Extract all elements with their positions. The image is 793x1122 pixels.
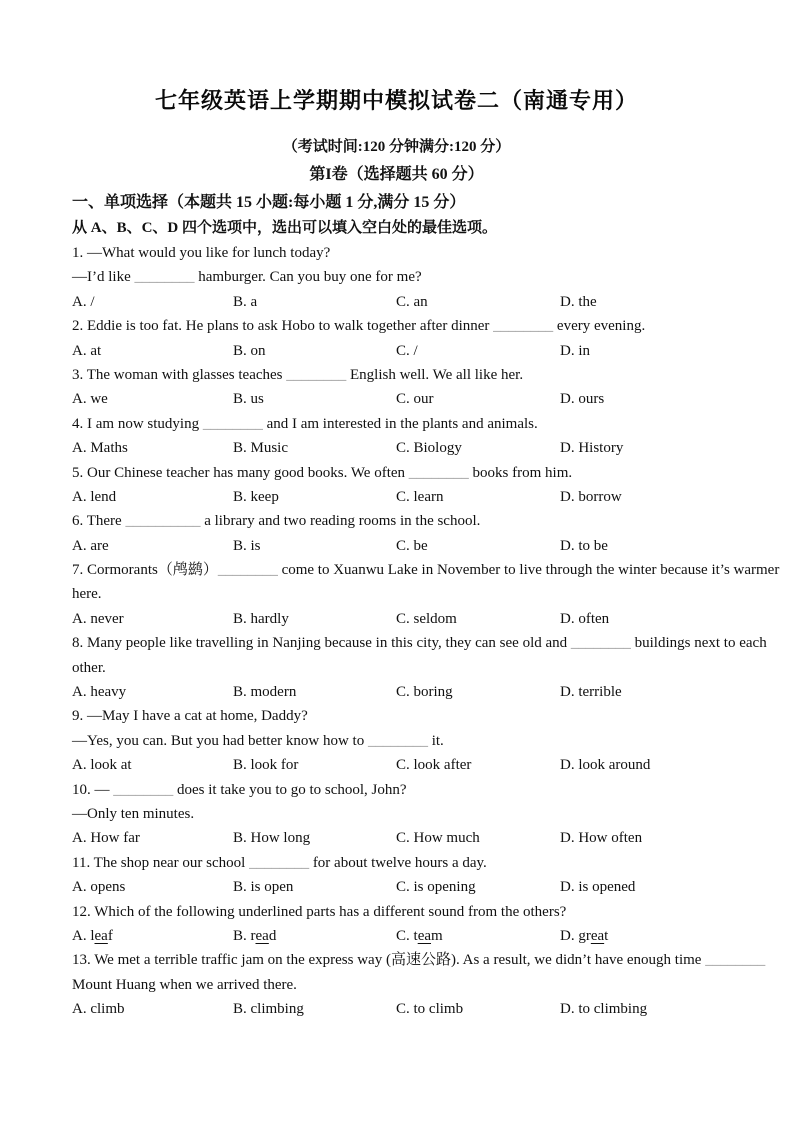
question-13-line-2: Mount Huang when we arrived there. [72,976,297,993]
question-4-line-1: 4. I am now studying ________ and I am interested in the plants and animals. [72,415,538,432]
question-3-option-B: B. us [233,391,264,408]
question-12-options [72,924,733,948]
question-4-option-A: A. Maths [72,440,128,457]
question-6-options [72,534,733,558]
question-11-option-B: B. is open [233,879,294,896]
answer-blank: ________ [202,415,263,432]
answer-blank: ________ [570,635,631,652]
question-5-option-A: A. lend [72,488,117,505]
question-8-option-A: A. heavy [72,684,127,701]
question-2-options [72,339,733,363]
answer-blank: ________ [367,732,428,749]
question-7-options [72,607,733,631]
section-heading: 一、单项选择（本题共 15 小题:每小题 1 分,满分 15 分） [72,194,466,211]
question-13-line-1: 13. We met a terrible traffic jam on the express way (高速公路). As a result, we didn’t have enough time ________ [72,952,766,969]
question-1-options [72,290,733,314]
question-2-option-B: B. on [233,342,266,359]
question-6-option-C: C. be [396,537,428,554]
question-10-option-A: A. How far [72,830,140,847]
question-9-option-B: B. look for [233,757,299,774]
question-10-option-C: C. How much [396,830,480,847]
question-10-options [72,826,733,850]
question-8-options [72,680,733,704]
question-1-line-1: 1. —What would you like for lunch today? [72,245,331,261]
question-10-line-1: 10. — ________ does it take you to go to school, John? [72,781,407,798]
question-3-option-A: A. we [72,391,108,408]
question-6-option-A: A. are [72,537,109,554]
answer-blank: ________ [408,464,469,481]
underlined-letters: ea [94,927,108,944]
question-3-line-1: 3. The woman with glasses teaches ________ English well. We all like her. [72,366,524,383]
answer-blank: ________ [493,318,554,335]
question-9-option-A: A. look at [72,757,132,774]
underlined-letters: ea [590,927,605,944]
question-6-option-B: B. is [233,537,261,554]
question-8-line-2: other. [72,659,106,676]
answer-blank: __________ [125,513,201,530]
question-13-option-D: D. to climbing [560,1001,648,1018]
question-1-option-D: D. the [560,293,597,310]
question-4-option-D: D. History [560,440,624,457]
section-instruction: 从 A、B、C、D 四个选项中，选出可以填入空白处的最佳选项。 [72,220,498,236]
question-5-options [72,485,733,509]
question-9-line-2: —Yes, you can. But you had better know how to ________ it. [72,732,444,749]
question-1-option-B: B. a [233,293,258,310]
question-11-option-A: A. opens [72,879,126,896]
question-13-option-B: B. climbing [233,1001,304,1018]
question-10-line-2: —Only ten minutes. [72,805,195,822]
page-title: 七年级英语上学期期中模拟试卷二（南通专用） [154,88,638,113]
question-5-option-C: C. learn [396,488,444,505]
question-11-option-C: C. is opening [396,879,476,896]
question-13-options [72,997,733,1021]
question-7-option-B: B. hardly [233,610,289,627]
answer-blank: ________ [134,269,195,286]
question-6-option-D: D. to be [560,537,608,554]
underlined-letters: ea [255,927,269,944]
question-10-option-D: D. How often [560,830,643,847]
answer-blank: ________ [113,781,174,798]
question-11-line-1: 11. The shop near our school ________ for about twelve hours a day. [72,854,487,871]
question-3-option-C: C. our [396,391,434,408]
question-12-option-C: C. team [396,927,443,944]
question-12-option-A: A. leaf [72,927,113,944]
exam-info: （考试时间:120 分钟满分:120 分） [282,139,511,155]
question-8-line-1: 8. Many people like travelling in Nanjing because in this city, they can see old and ________ buildings next to each [72,635,767,652]
question-12-option-B: B. read [233,927,277,944]
question-5-option-D: D. borrow [560,488,622,505]
question-1-line-2: —I’d like ________ hamburger. Can you buy one for me? [72,269,422,286]
question-9-option-D: D. look around [560,757,651,774]
question-2-option-A: A. at [72,342,102,359]
question-12-option-D: D. great [560,927,609,944]
question-4-option-C: C. Biology [396,440,462,457]
question-11-options [72,875,733,899]
answer-blank: ________ [249,854,310,871]
question-1-option-A: A. / [72,293,95,310]
question-5-option-B: B. keep [233,488,279,505]
question-3-option-D: D. ours [560,391,605,408]
questions-list [72,241,780,1022]
question-8-option-D: D. terrible [560,684,622,701]
question-9-options [72,753,733,777]
question-7-line-2: here. [72,586,102,603]
question-5-line-1: 5. Our Chinese teacher has many good books. We often ________ books from him. [72,464,573,481]
question-10-option-B: B. How long [233,830,311,847]
question-7-option-A: A. never [72,610,124,627]
question-11-option-D: D. is opened [560,879,636,896]
question-2-option-D: D. in [560,342,590,359]
question-3-options [72,387,733,411]
question-9-option-C: C. look after [396,757,472,774]
underlined-letters: ea [417,927,432,944]
question-13-option-A: A. climb [72,1001,125,1018]
question-4-option-B: B. Music [233,440,289,457]
question-7-option-C: C. seldom [396,610,457,627]
part-heading: 第I卷（选择题共 60 分） [309,166,484,183]
answer-blank: ________ [217,562,278,579]
question-2-line-1: 2. Eddie is too fat. He plans to ask Hobo to walk together after dinner ________ every evening. [72,318,646,335]
question-4-options [72,436,733,460]
question-9-line-1: 9. —May I have a cat at home, Daddy? [72,708,308,725]
question-8-option-B: B. modern [233,684,297,701]
question-13-option-C: C. to climb [396,1001,464,1018]
question-7-line-1: 7. Cormorants（鸬鹚）________ come to Xuanwu Lake in November to live through the winter because it’s warmer [72,562,780,579]
question-1-option-C: C. an [396,293,428,310]
answer-blank: ________ [286,366,347,383]
answer-blank: ________ [705,952,766,969]
question-12-line-1: 12. Which of the following underlined parts has a different sound from the others? [72,903,567,920]
question-8-option-C: C. boring [396,684,453,701]
question-6-line-1: 6. There __________ a library and two reading rooms in the school. [72,513,481,530]
question-2-option-C: C. / [396,342,418,359]
question-7-option-D: D. often [560,610,610,627]
